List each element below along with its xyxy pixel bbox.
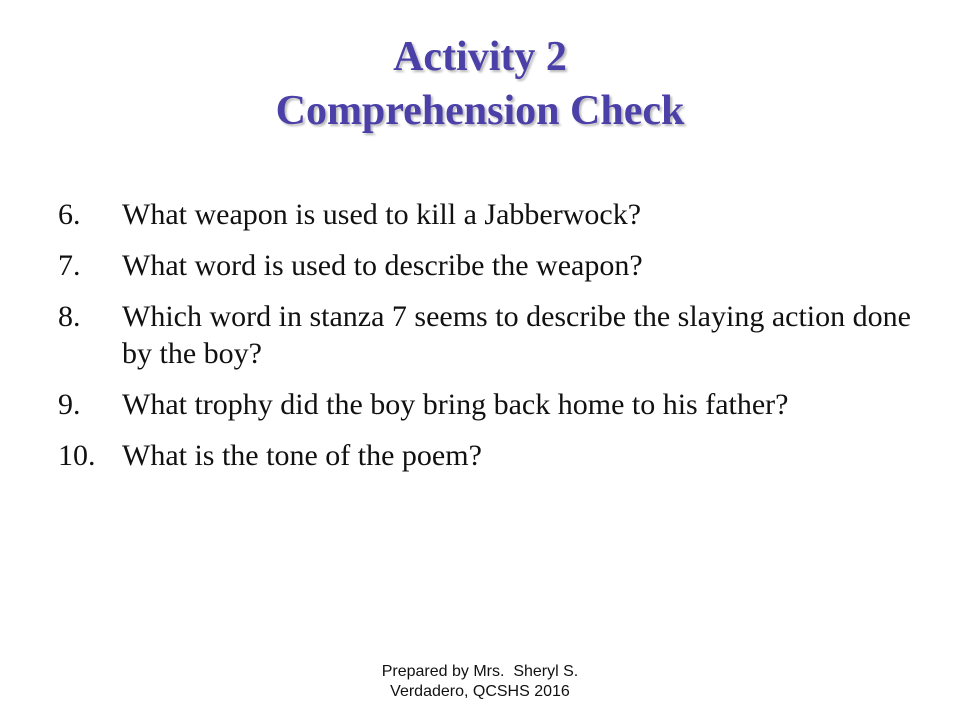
question-text: What is the tone of the poem? xyxy=(122,439,482,472)
footer-line-1: Prepared by Mrs. Sheryl S. xyxy=(381,663,579,680)
question-number: 9. xyxy=(58,388,81,421)
question-item xyxy=(58,196,918,233)
question-list xyxy=(58,196,918,488)
question-item xyxy=(58,298,918,372)
title-line-2: Comprehension Check xyxy=(275,88,685,134)
question-text: What weapon is used to kill a Jabberwock? xyxy=(122,198,642,231)
question-item xyxy=(58,386,918,423)
question-item xyxy=(58,437,918,474)
footer-line-2: Verdadero, QCSHS 2016 xyxy=(390,683,570,700)
question-text: What word is used to describe the weapon? xyxy=(122,249,643,282)
slide-title xyxy=(0,30,960,138)
title-line-1: Activity 2 xyxy=(393,34,567,80)
question-text: Which word in stanza 7 seems to describe the slaying action done by the boy? xyxy=(122,300,911,370)
question-number: 10. xyxy=(58,439,96,472)
question-number: 6. xyxy=(58,198,81,231)
question-item xyxy=(58,247,918,284)
question-text: What trophy did the boy bring back home to his father? xyxy=(122,388,789,421)
question-number: 8. xyxy=(58,300,81,333)
question-number: 7. xyxy=(58,249,81,282)
footer-credit xyxy=(300,662,660,702)
